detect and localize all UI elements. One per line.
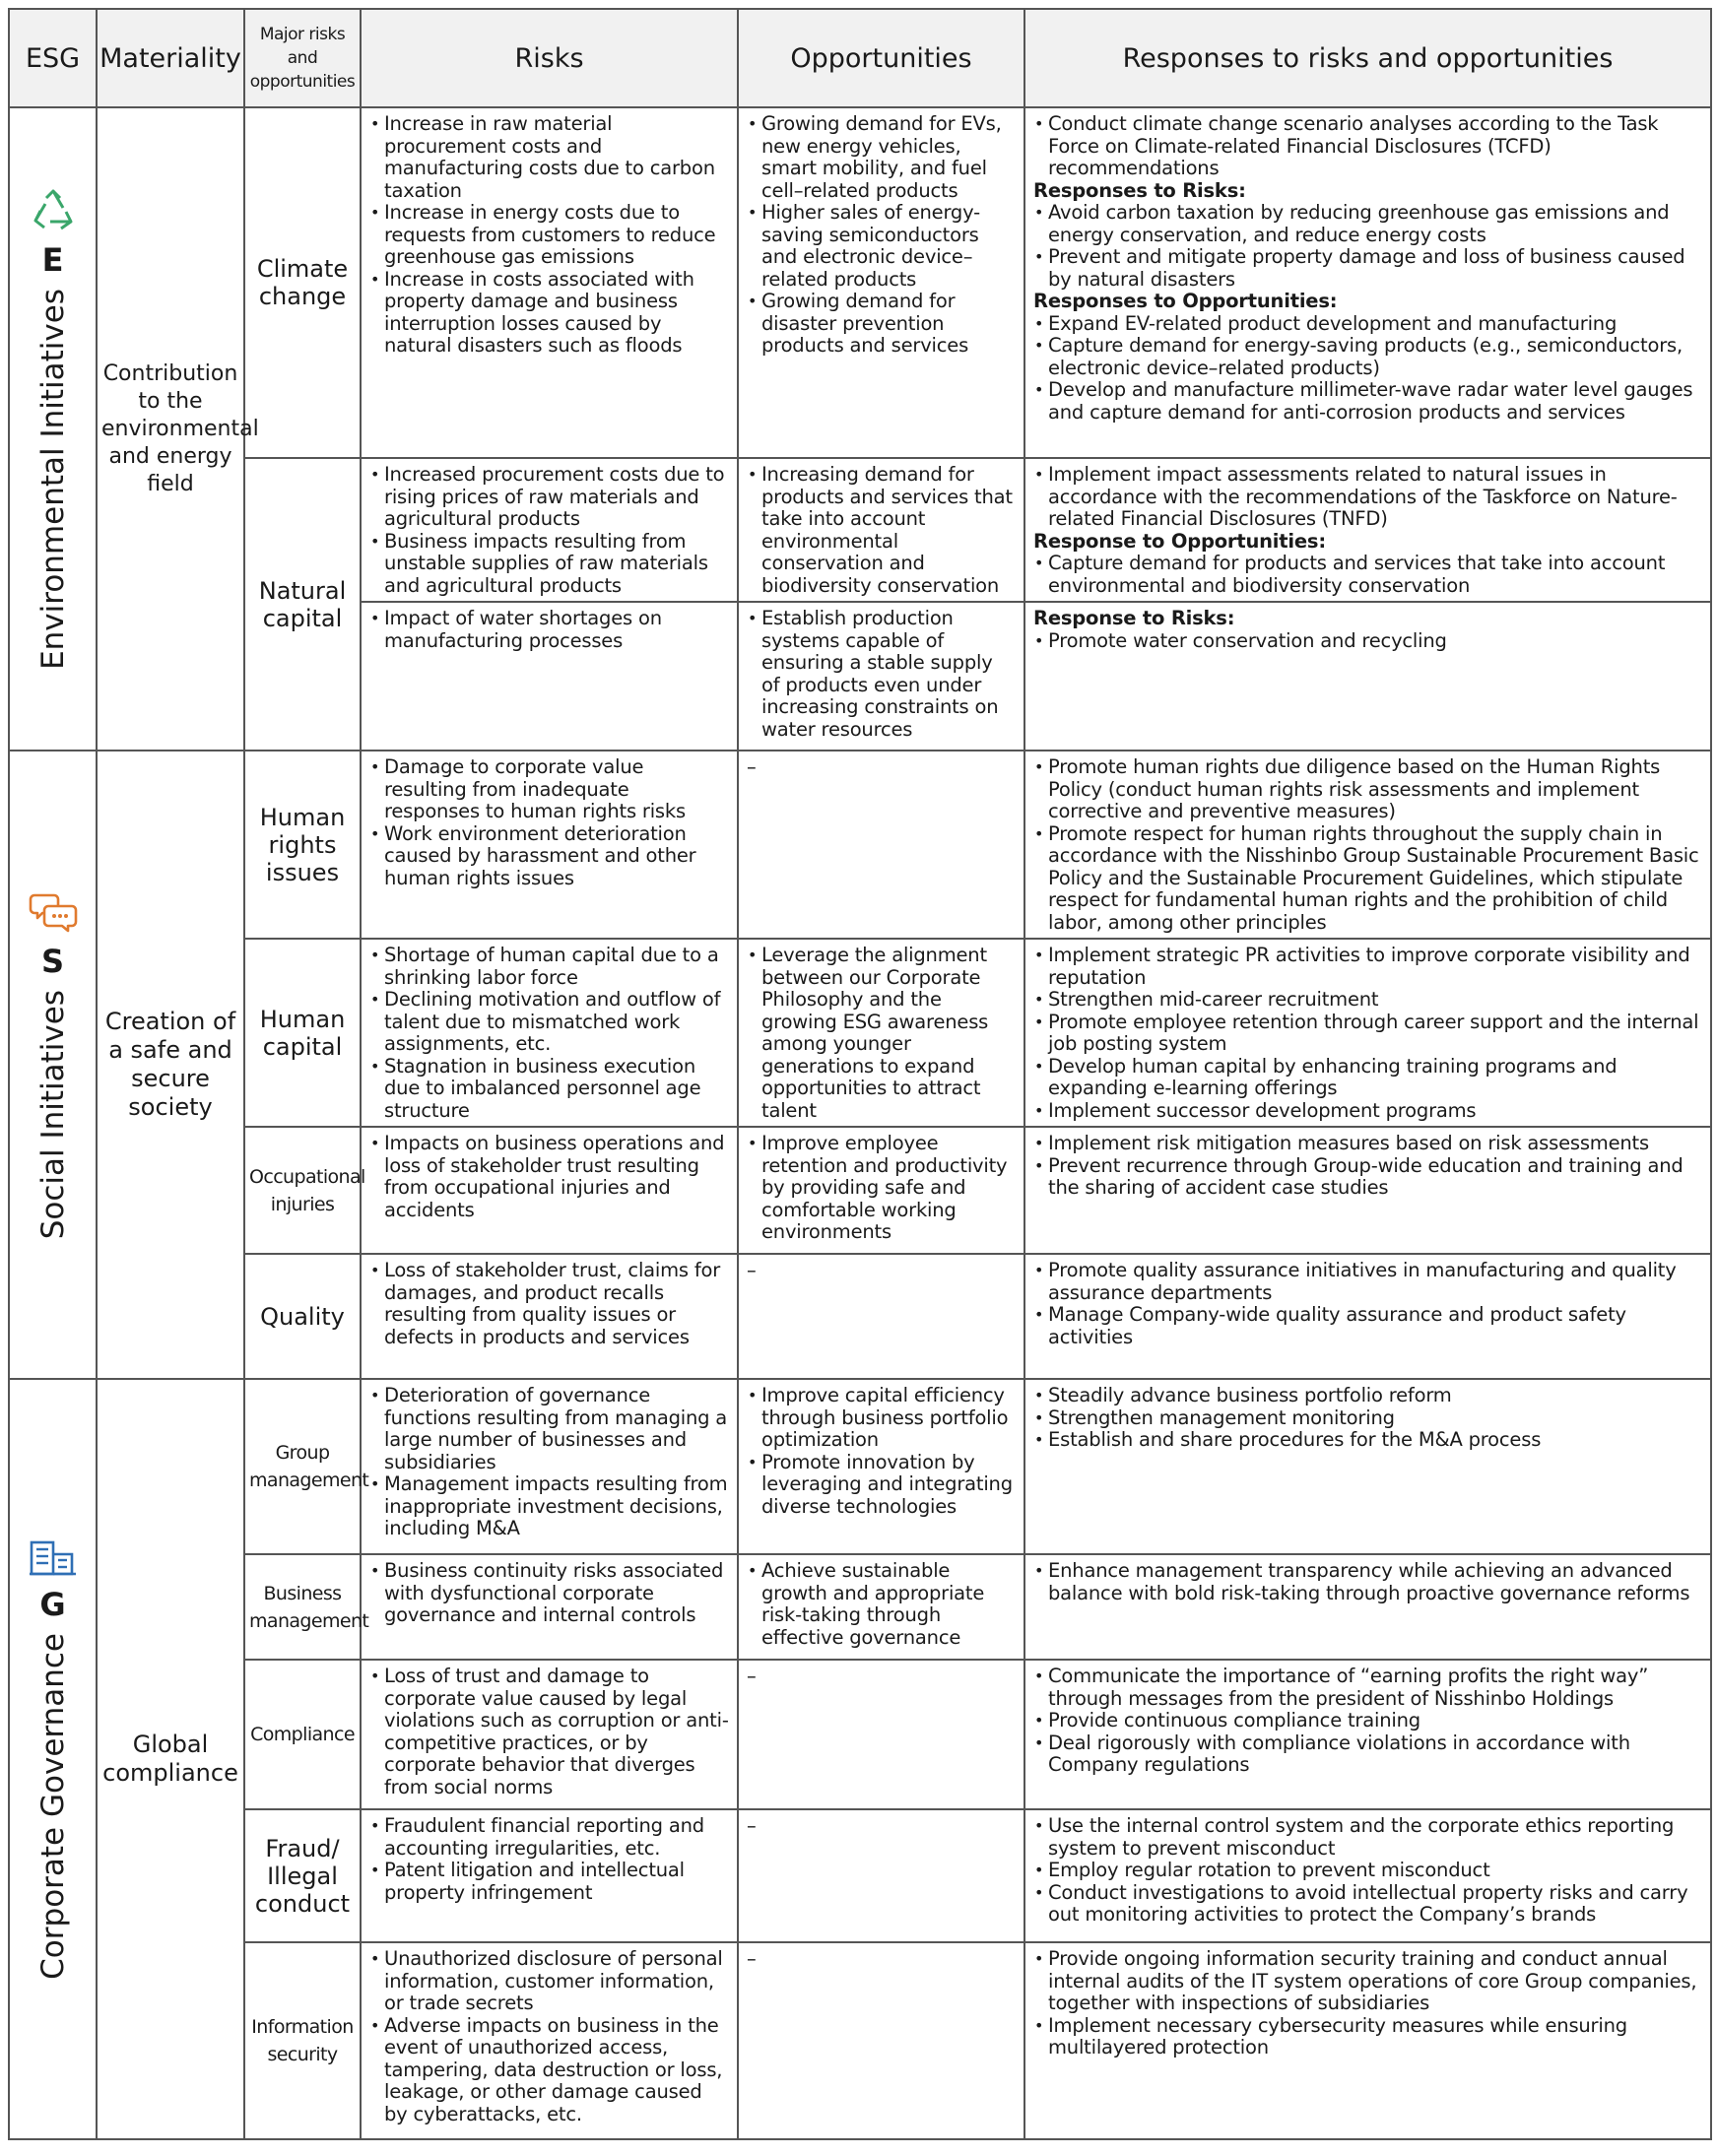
table-row — [9, 1809, 1711, 1942]
response-list — [1033, 1133, 1702, 1200]
list-item: • Manage Company-wide quality assurance and product safety activities — [1033, 1304, 1702, 1348]
opportunities-group-management — [738, 1379, 1024, 1554]
topic-occupational-injuries: Occupational injuries — [244, 1127, 361, 1254]
topic-business-management: Business management — [244, 1554, 361, 1660]
list-item: • Damage to corporate value resulting from inadequate responses to human rights risks — [369, 756, 729, 823]
risk-list — [369, 1815, 729, 1904]
header-esg: ESG — [9, 9, 97, 107]
list-item: • Capture demand for products and services that take into account environmental and biodiversity conservation — [1033, 553, 1702, 597]
list-item: • Communicate the importance of “earning profits the right way” through messages from the president of Nisshinbo Holdings — [1033, 1666, 1702, 1710]
opportunities-water — [738, 602, 1024, 751]
topic-quality: Quality — [244, 1254, 361, 1379]
header-major-risks: Major risks and opportunities — [244, 9, 361, 107]
list-item: • Increase in raw material procurement costs and manufacturing costs due to carbon taxation — [369, 113, 729, 202]
list-item: • Provide ongoing information security training and conduct annual internal audits of the IT system operations of core Group companies, together with inspections of subsidiaries — [1033, 1948, 1702, 2015]
building-icon — [29, 1538, 78, 1578]
empty-dash: – — [747, 755, 757, 778]
risks-water — [361, 602, 738, 751]
list-item: • Unauthorized disclosure of personal information, customer information, or trade secrets — [369, 1948, 729, 2015]
responses-occupational-injuries — [1024, 1127, 1711, 1254]
list-item: • Develop human capital by enhancing training programs and expanding e-learning offerings — [1033, 1056, 1702, 1100]
header-materiality: Materiality — [97, 9, 244, 107]
opportunity-list — [747, 113, 1016, 358]
esg-materiality-page — [8, 8, 1710, 2140]
esg-letter-s: S — [40, 943, 65, 981]
responses-human-rights — [1024, 751, 1711, 939]
list-item: • Business continuity risks associated with dysfunctional corporate governance and internal controls — [369, 1560, 729, 1627]
esg-governance — [9, 1379, 97, 2139]
materiality-social: Creation of a safe and secure society — [97, 751, 244, 1379]
list-item: • Promote innovation by leveraging and integrating diverse technologies — [747, 1452, 1016, 1519]
list-item: • Implement strategic PR activities to improve corporate visibility and reputation — [1033, 945, 1702, 989]
list-item: • Prevent recurrence through Group-wide education and training and the sharing of accident case studies — [1033, 1155, 1702, 1200]
opportunities-climate-change — [738, 107, 1024, 458]
table-row — [9, 1379, 1711, 1554]
table-row — [9, 1660, 1711, 1809]
header-row — [9, 9, 1711, 107]
response-list — [1033, 1815, 1702, 1927]
topic-information-security: Information security — [244, 1942, 361, 2139]
risks-occupational-injuries — [361, 1127, 738, 1254]
response-list — [1033, 313, 1702, 425]
list-item: • Strengthen mid-career recruitment — [1033, 989, 1702, 1012]
header-risks: Risks — [361, 9, 738, 107]
empty-dash: – — [747, 1665, 757, 1687]
list-item: • Business impacts resulting from unstable supplies of raw materials and agricultural products — [369, 531, 729, 598]
list-item: • Patent litigation and intellectual property infringement — [369, 1860, 729, 1904]
subheading: Response to Opportunities: — [1033, 529, 1326, 553]
list-item: • Steadily advance business portfolio reform — [1033, 1385, 1702, 1407]
esg-letter-e: E — [41, 241, 64, 280]
table-row — [9, 107, 1711, 458]
opportunities-human-rights — [738, 751, 1024, 939]
table-row — [9, 458, 1711, 602]
list-item: • Provide continuous compliance training — [1033, 1710, 1702, 1732]
list-item: • Promote employee retention through career support and the internal job posting system — [1033, 1012, 1702, 1056]
responses-quality — [1024, 1254, 1711, 1379]
response-list — [1033, 630, 1702, 653]
list-item: • Implement risk mitigation measures based on risk assessments — [1033, 1133, 1702, 1155]
list-item: • Promote quality assurance initiatives in manufacturing and quality assurance departments — [1033, 1260, 1702, 1304]
empty-dash: – — [747, 1259, 757, 1281]
list-item: • Establish and share procedures for the M&A process — [1033, 1429, 1702, 1452]
risks-quality — [361, 1254, 738, 1379]
opportunity-list — [747, 464, 1016, 597]
list-item: • Capture demand for energy-saving products (e.g., semiconductors, electronic device–related products) — [1033, 335, 1702, 379]
risk-list — [369, 1385, 729, 1540]
opportunities-quality — [738, 1254, 1024, 1379]
risks-business-management — [361, 1554, 738, 1660]
response-list — [1033, 1385, 1702, 1452]
esg-materiality-table — [8, 8, 1712, 2140]
list-item: • Growing demand for disaster prevention products and services — [747, 291, 1016, 358]
list-item: • Establish production systems capable of ensuring a stable supply of products even under increasing constraints on water resources — [747, 608, 1016, 741]
list-item: • Impacts on business operations and loss of stakeholder trust resulting from occupational injuries and accidents — [369, 1133, 729, 1221]
risk-list — [369, 113, 729, 358]
risks-human-capital — [361, 939, 738, 1127]
topic-human-rights: Human rights issues — [244, 751, 361, 939]
list-item: • Implement necessary cybersecurity measures while ensuring multilayered protection — [1033, 2015, 1702, 2059]
risk-list — [369, 464, 729, 597]
header-responses: Responses to risks and opportunities — [1024, 9, 1711, 107]
responses-climate-change — [1024, 107, 1711, 458]
response-list — [1033, 1666, 1702, 1777]
list-item: • Conduct investigations to avoid intellectual property risks and carry out monitoring activities to protect the Company’s brands — [1033, 1882, 1702, 1927]
list-item: • Use the internal control system and the corporate ethics reporting system to prevent misconduct — [1033, 1815, 1702, 1860]
empty-dash: – — [747, 1947, 757, 1970]
risks-fraud — [361, 1809, 738, 1942]
response-list — [1033, 945, 1702, 1122]
responses-group-management — [1024, 1379, 1711, 1554]
list-item: • Increase in costs associated with property damage and business interruption losses caused by natural disasters such as floods — [369, 269, 729, 358]
list-item: • Fraudulent financial reporting and accounting irregularities, etc. — [369, 1815, 729, 1860]
list-item: • Declining motivation and outflow of talent due to mismatched work assignments, etc. — [369, 989, 729, 1056]
table-row — [9, 1554, 1711, 1660]
opportunities-information-security — [738, 1942, 1024, 2139]
response-list — [1033, 1948, 1702, 2059]
list-item: • Higher sales of energy-saving semiconductors and electronic device–related products — [747, 202, 1016, 291]
list-item: • Loss of stakeholder trust, claims for damages, and product recalls resulting from quality issues or defects in products and services — [369, 1260, 729, 1348]
list-item: • Increased procurement costs due to rising prices of raw materials and agricultural products — [369, 464, 729, 531]
risks-human-rights — [361, 751, 738, 939]
responses-natural-capital — [1024, 458, 1711, 602]
list-item: • Management impacts resulting from inappropriate investment decisions, including M&A — [369, 1473, 729, 1540]
list-item: • Stagnation in business execution due to imbalanced personnel age structure — [369, 1056, 729, 1123]
response-list — [1033, 202, 1702, 291]
list-item: • Promote human rights due diligence based on the Human Rights Policy (conduct human rights risk assessments and implement corrective and preventive measures) — [1033, 756, 1702, 823]
esg-environmental — [9, 107, 97, 751]
table-row — [9, 751, 1711, 939]
subheading: Responses to Risks: — [1033, 178, 1246, 202]
opportunities-fraud — [738, 1809, 1024, 1942]
list-item: • Work environment deterioration caused by harassment and other human rights issues — [369, 823, 729, 890]
list-item: • Develop and manufacture millimeter-wave radar water level gauges and capture demand for anti-corrosion products and services — [1033, 379, 1702, 424]
list-item: • Avoid carbon taxation by reducing greenhouse gas emissions and energy conservation, and reduce energy costs — [1033, 202, 1702, 246]
topic-compliance: Compliance — [244, 1660, 361, 1809]
opportunities-business-management — [738, 1554, 1024, 1660]
opportunities-human-capital — [738, 939, 1024, 1127]
opportunity-list — [747, 1560, 1016, 1649]
list-item: • Deal rigorously with compliance violations in accordance with Company regulations — [1033, 1732, 1702, 1777]
list-item: • Leverage the alignment between our Corporate Philosophy and the growing ESG awareness among younger generations to expand opportunities to attract talent — [747, 945, 1016, 1122]
opportunity-list — [747, 1133, 1016, 1244]
risks-group-management — [361, 1379, 738, 1554]
list-item: • Increase in energy costs due to requests from customers to reduce greenhouse gas emissions — [369, 202, 729, 269]
subheading: Responses to Opportunities: — [1033, 290, 1338, 312]
header-opportunities: Opportunities — [738, 9, 1024, 107]
list-item: • Improve capital efficiency through business portfolio optimization — [747, 1385, 1016, 1452]
risk-list — [369, 756, 729, 889]
topic-climate-change: Climate change — [244, 107, 361, 458]
table-row — [9, 939, 1711, 1127]
list-item: • Strengthen management monitoring — [1033, 1407, 1702, 1430]
responses-information-security — [1024, 1942, 1711, 2139]
topic-human-capital: Human capital — [244, 939, 361, 1127]
list-item: • Prevent and mitigate property damage and loss of business caused by natural disasters — [1033, 246, 1702, 291]
responses-water — [1024, 602, 1711, 751]
list-item: • Expand EV-related product development and manufacturing — [1033, 313, 1702, 336]
response-list — [1033, 1560, 1702, 1604]
response-list — [1033, 553, 1702, 597]
topic-group-management: Group management — [244, 1379, 361, 1554]
topic-natural-capital: Natural capital — [244, 458, 361, 751]
esg-social — [9, 751, 97, 1379]
responses-fraud — [1024, 1809, 1711, 1942]
list-item: • Adverse impacts on business in the event of unauthorized access, tampering, data destruction or loss, leakage, or other damage caused by cyberattacks, etc. — [369, 2015, 729, 2126]
list-item: • Loss of trust and damage to corporate value caused by legal violations such as corruption or anti-competitive practices, or by corporate behavior that diverges from social norms — [369, 1666, 729, 1798]
topic-fraud: Fraud/ Illegal conduct — [244, 1809, 361, 1942]
list-item: • Growing demand for EVs, new energy vehicles, smart mobility, and fuel cell–related products — [747, 113, 1016, 202]
responses-human-capital — [1024, 939, 1711, 1127]
list-item: • Increasing demand for products and services that take into account environmental conservation and biodiversity conservation — [747, 464, 1016, 597]
responses-compliance — [1024, 1660, 1711, 1809]
response-list — [1033, 1260, 1702, 1348]
esg-label-social: Social Initiatives — [34, 990, 71, 1240]
risk-list — [369, 1560, 729, 1627]
speech-bubble-icon — [29, 889, 78, 935]
list-item: • Achieve sustainable growth and appropriate risk-taking through effective governance — [747, 1560, 1016, 1649]
risks-information-security — [361, 1942, 738, 2139]
esg-label-governance: Corporate Governance — [34, 1633, 71, 1980]
list-item: • Implement successor development programs — [1033, 1100, 1702, 1123]
risk-list — [369, 1260, 729, 1348]
table-row — [9, 1254, 1711, 1379]
list-item: • Impact of water shortages on manufacturing processes — [369, 608, 729, 652]
materiality-environmental: Contribution to the environmental and energy field — [97, 107, 244, 751]
responses-business-management — [1024, 1554, 1711, 1660]
recycle-icon — [31, 188, 76, 233]
risk-list — [369, 608, 729, 652]
opportunity-list — [747, 608, 1016, 741]
esg-letter-g: G — [39, 1586, 66, 1624]
table-row — [9, 1127, 1711, 1254]
risk-list — [369, 945, 729, 1122]
empty-dash: – — [747, 1814, 757, 1837]
risks-compliance — [361, 1660, 738, 1809]
list-item: • Implement impact assessments related to natural issues in accordance with the recommendations of the Taskforce on Nature-related Financial Disclosures (TNFD) — [1033, 464, 1702, 531]
opportunities-natural-capital — [738, 458, 1024, 602]
risks-climate-change — [361, 107, 738, 458]
list-item: • Conduct climate change scenario analyses according to the Task Force on Climate-related Financial Disclosures (TCFD) recommendations — [1033, 113, 1702, 180]
table-row — [9, 1942, 1711, 2139]
list-item: • Promote respect for human rights throughout the supply chain in accordance with the Nisshinbo Group Sustainable Procurement Basic Policy and the Sustainable Procurement Guidelines, which stipulate respect for fundamental human rights and the prohibition of child labor, among other principles — [1033, 823, 1702, 935]
list-item: • Improve employee retention and productivity by providing safe and comfortable working environments — [747, 1133, 1016, 1244]
subheading: Response to Risks: — [1033, 607, 1235, 629]
risk-list — [369, 1133, 729, 1221]
list-item: • Promote water conservation and recycling — [1033, 630, 1702, 653]
materiality-governance: Global compliance — [97, 1379, 244, 2139]
risk-list — [369, 1666, 729, 1798]
risk-list — [369, 1948, 729, 2125]
opportunities-compliance — [738, 1660, 1024, 1809]
list-item: • Shortage of human capital due to a shrinking labor force — [369, 945, 729, 989]
opportunity-list — [747, 945, 1016, 1122]
opportunities-occupational-injuries — [738, 1127, 1024, 1254]
esg-label-environmental: Environmental Initiatives — [34, 289, 71, 670]
opportunity-list — [747, 1385, 1016, 1518]
list-item: • Enhance management transparency while achieving an advanced balance with bold risk-taking through proactive governance reforms — [1033, 1560, 1702, 1604]
response-list — [1033, 756, 1702, 934]
list-item: • Deterioration of governance functions resulting from managing a large number of businesses and subsidiaries — [369, 1385, 729, 1473]
list-item: • Employ regular rotation to prevent misconduct — [1033, 1860, 1702, 1882]
risks-natural-capital — [361, 458, 738, 602]
